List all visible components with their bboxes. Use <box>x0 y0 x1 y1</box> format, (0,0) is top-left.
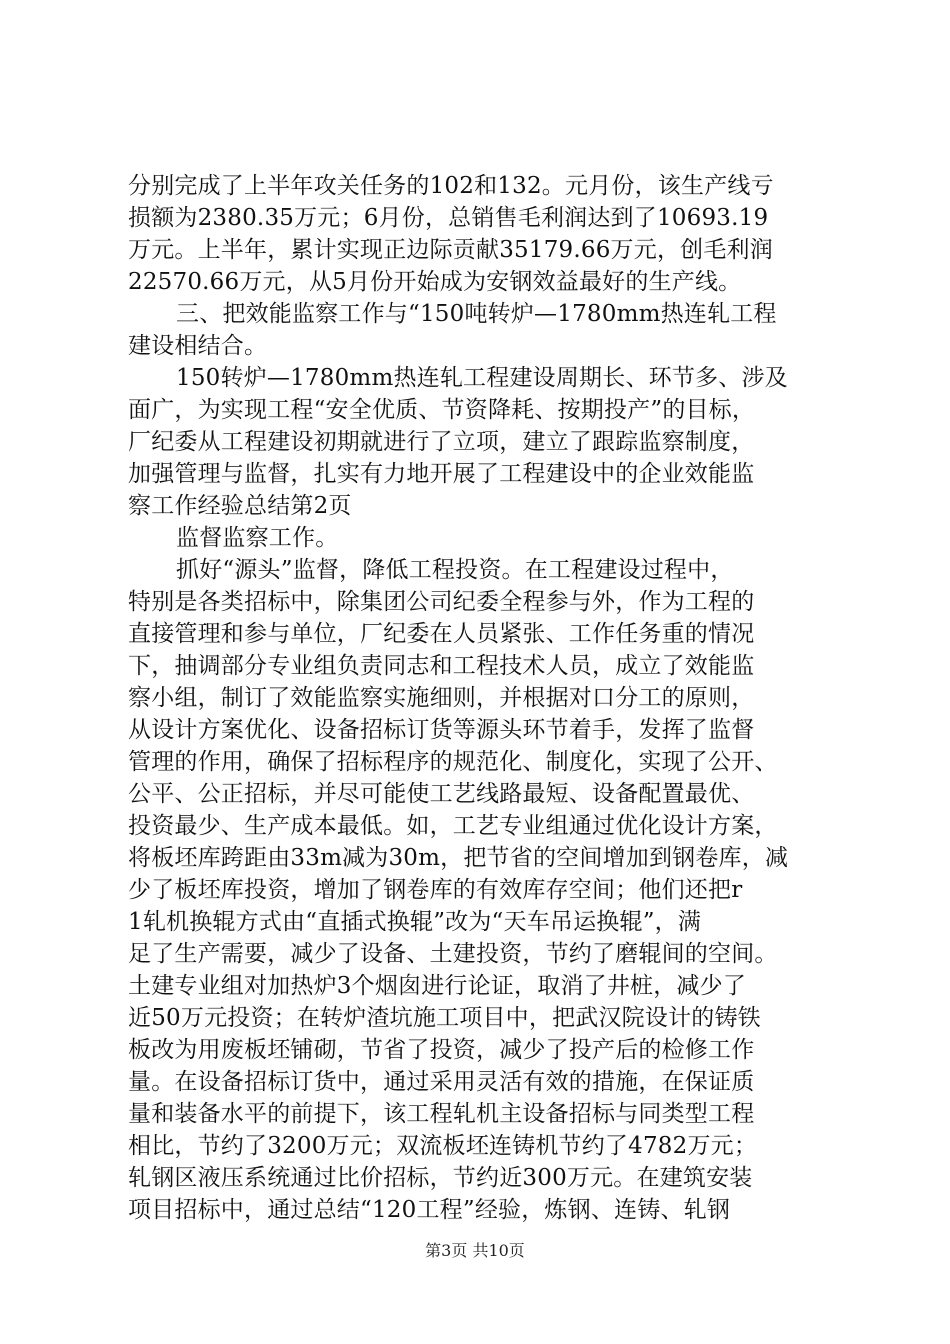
text-line: 板改为用废板坯铺砌，节省了投资，减少了投产后的检修工作 <box>128 1037 755 1063</box>
text-line: 1轧机换辊方式由“直插式换辊”改为“天车吊运换辊”，满 <box>128 909 702 935</box>
text-line: 轧钢区液压系统通过比价招标，节约近300万元。在建筑安装 <box>128 1165 753 1191</box>
text-line: 直接管理和参与单位，厂纪委在人员紧张、工作任务重的情况 <box>128 621 755 647</box>
text-line: 下，抽调部分专业组负责同志和工程技术人员，成立了效能监 <box>128 653 755 679</box>
text-line: 损额为2380.35万元；6月份，总销售毛利润达到了10693.19 <box>128 205 769 231</box>
text-line: 22570.66万元，从5月份开始成为安钢效益最好的生产线。 <box>128 269 742 295</box>
text-line: 足了生产需要，减少了设备、土建投资，节约了磨辊间的空间。 <box>128 941 778 967</box>
text-line: 抓好“源头”监督，降低工程投资。在工程建设过程中， <box>176 557 734 583</box>
text-line: 监督监察工作。 <box>176 525 339 551</box>
text-line: 投资最少、生产成本最低。如，工艺专业组通过优化设计方案， <box>128 813 778 839</box>
page-footer: 第3页 共10页 <box>425 1241 525 1260</box>
text-line: 特别是各类招标中，除集团公司纪委全程参与外，作为工程的 <box>128 589 755 615</box>
text-line: 少了板坯库投资，增加了钢卷库的有效库存空间；他们还把r <box>128 877 743 903</box>
text-line: 近50万元投资；在转炉渣坑施工项目中，把武汉院设计的铸铁 <box>128 1005 761 1031</box>
text-line: 将板坯库跨距由33m减为30m，把节省的空间增加到钢卷库，减 <box>128 845 789 871</box>
text-line: 察工作经验总结第2页 <box>128 493 352 519</box>
text-line: 从设计方案优化、设备招标订货等源头环节着手，发挥了监督 <box>128 717 755 743</box>
text-line: 三、把效能监察工作与“150吨转炉—1780mm热连轧工程 <box>176 301 777 327</box>
text-line: 土建专业组对加热炉3个烟囱进行论证，取消了井桩，减少了 <box>128 973 747 999</box>
text-line: 公平、公正招标，并尽可能使工艺线路最短、设备配置最优、 <box>128 781 755 807</box>
text-line: 分别完成了上半年攻关任务的102和132。元月份，该生产线亏 <box>128 173 774 199</box>
text-line: 加强管理与监督，扎实有力地开展了工程建设中的企业效能监 <box>128 461 755 487</box>
text-line: 万元。上半年，累计实现正边际贡献35179.66万元，创毛利润 <box>128 237 773 263</box>
text-line: 150转炉—1780mm热连轧工程建设周期长、环节多、涉及 <box>176 365 788 391</box>
text-line: 量和装备水平的前提下，该工程轧机主设备招标与同类型工程 <box>128 1101 755 1127</box>
text-line: 察小组，制订了效能监察实施细则，并根据对口分工的原则， <box>128 685 755 711</box>
text-line: 项目招标中，通过总结“120工程”经验，炼钢、连铸、轧钢 <box>128 1197 731 1223</box>
text-line: 相比，节约了3200万元；双流板坯连铸机节约了4782万元； <box>128 1133 758 1159</box>
text-line: 建设相结合。 <box>128 333 268 359</box>
text-line: 管理的作用，确保了招标程序的规范化、制度化，实现了公开、 <box>128 749 778 775</box>
document-body <box>128 170 834 1226</box>
text-line: 面广，为实现工程“安全优质、节资降耗、按期投产”的目标， <box>128 397 756 423</box>
text-line: 厂纪委从工程建设初期就进行了立项，建立了跟踪监察制度， <box>128 429 755 455</box>
text-line: 量。在设备招标订货中，通过采用灵活有效的措施，在保证质 <box>128 1069 755 1095</box>
